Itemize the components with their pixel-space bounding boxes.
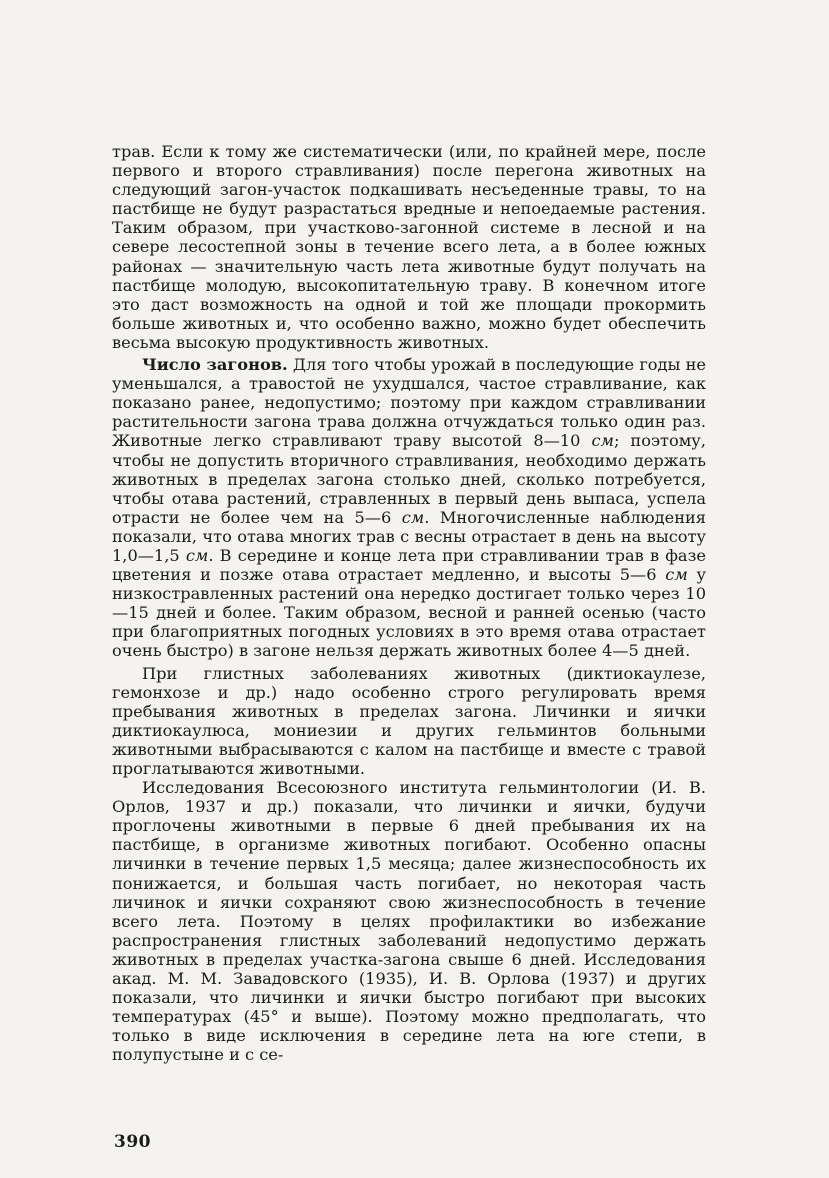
paragraph-continuation: трав. Если к тому же систематически (или, по крайней мере, после первого и второго стравливания) после перегона животных на следующий загон-участок подкашивать несъеденные травы, то на пастбище не будут разрастаться вредные и непоедаемые растения. Таким образом, при участково-загонной системе в лесной и на севере лесостепной зоны в течение всего лета, а в более южных районах — значительную часть лета животные будут получать на пастбище молодую, высокопитательную траву. В конечном итоге это даст возможность на одной и той же площади прокормить больше животных и, что особенно важно, можно будет обеспечить весьма высокую продуктивность животных. <box>112 142 706 352</box>
paragraph-text: . В середине и конце лета при стравливании трав в фазе цветения и позже отава отрастает медленно, и высоты 5—6 <box>112 545 706 585</box>
paragraph-text: ; поэтому, чтобы не допустить вторичного стравливания, необходимо держать животных в пределах загона столько дней, сколько потребуется, чтобы отава растений, стравленных в первый день выпаса, успела отрасти не более чем на 5—6 <box>112 431 706 527</box>
page-number: 390 <box>114 1132 151 1152</box>
body-text <box>112 142 706 1065</box>
paragraph-text: Для того чтобы урожай в последующие годы не уменьшался, а травостой не ухудшался, частое стравливание, как показано ранее, недопустимо; поэтому при каждом стравливании растительности загона трава должна отчуждаться только один раз. Животные легко стравливают траву высотой 8—10 <box>112 355 706 451</box>
paragraph-number-of-paddocks <box>112 355 706 661</box>
paragraph-research: Исследования Всесоюзного института гельминтологии (И. В. Орлов, 1937 и др.) показали, что личинки и яички, будучи проглочены животными в первые 6 дней пребывания их на пастбище, в организме животных погибают. Особенно опасны личинки в течение первых 1,5 месяца; далее жизнеспособность их понижается, и большая часть погибает, но некоторая часть личинок и яички сохраняют свою жизнеспособность в течение всего лета. Поэтому в целях профилактики во избежание распространения глистных заболеваний недопустимо держать животных в пределах участка-загона свыше 6 дней. Исследования акад. М. М. Завадовского (1935), И. В. Орлова (1937) и других показали, что личинки и яички быстро погибают при высоких температурах (45° и выше). Поэтому можно предполагать, что только в виде исключения в середине лета на юге степи, в полупустыне и с се- <box>112 778 706 1065</box>
unit-cm: см <box>665 565 688 585</box>
paragraph-helminth-diseases: При глистных заболеваниях животных (диктиокаулезе, гемонхозе и др.) надо особенно строго регулировать время пребывания животных в пределах загона. Личинки и яички диктиокаулюса, мониезии и других гельминтов больными животными выбрасываются с калом на пастбище и вместе с травой проглатываются животными. <box>112 663 706 778</box>
run-in-heading: Число загонов. <box>142 355 288 375</box>
unit-cm: см <box>591 431 614 451</box>
paragraph-text: . Многочисленные наблюдения показали, что отава многих трав с весны отрастает в день на высоту 1,0—1,5 <box>112 507 706 565</box>
paragraph-text: у низкостравленных растений она нередко достигает только через 10—15 дней и более. Таким образом, весной и ранней осенью (часто при благоприятных погодных условиях в это время отава отрастает очень быстро) в загоне нельзя держать животных более 4—5 дней. <box>112 565 707 661</box>
unit-cm: см <box>401 507 425 527</box>
unit-cm: см <box>185 545 209 565</box>
